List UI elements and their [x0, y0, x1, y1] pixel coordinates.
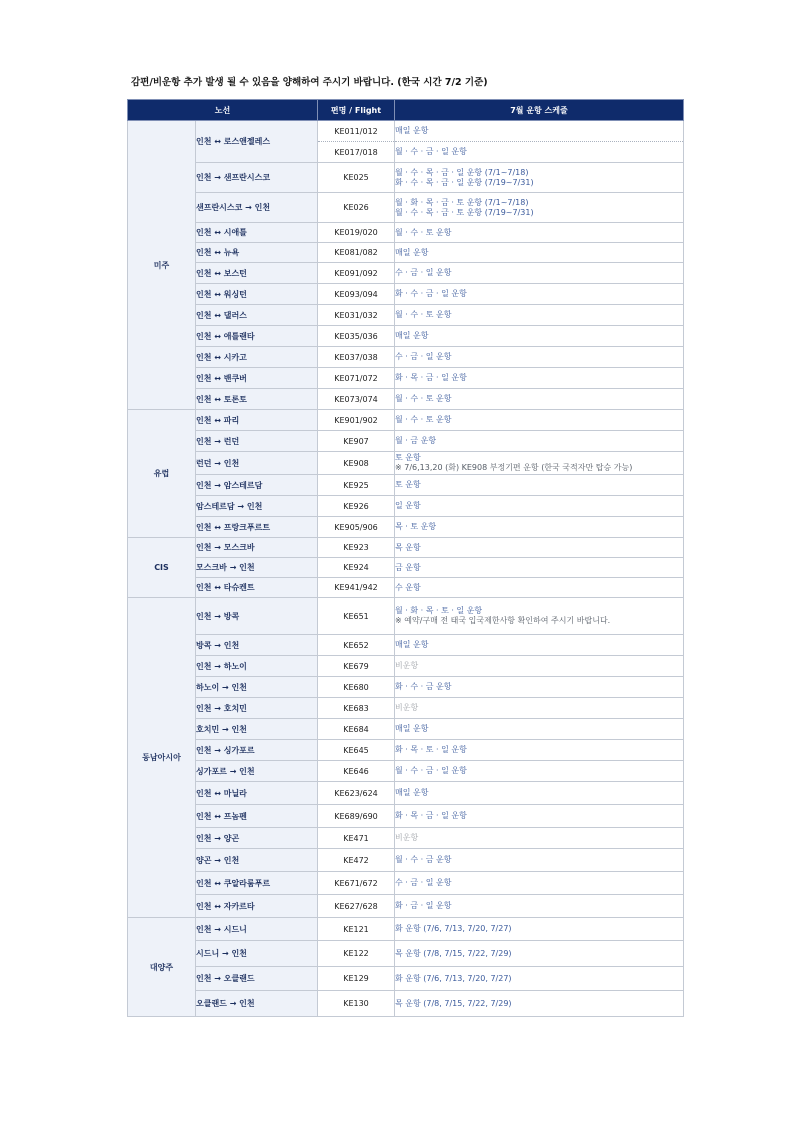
route-cell: 인천 ↔ 뉴욕 — [196, 243, 318, 263]
schedule-text: 비운항 — [395, 833, 419, 842]
schedule-cell — [395, 782, 684, 805]
route-cell: 런던 → 인천 — [196, 452, 318, 475]
flight-number-cell: KE121 — [318, 918, 395, 941]
table-row — [128, 243, 684, 263]
schedule-text: 금 운항 — [395, 562, 421, 572]
route-cell: 암스테르담 → 인천 — [196, 496, 318, 517]
route-cell: 인천 → 호치민 — [196, 698, 318, 719]
flight-number-cell: KE025 — [318, 163, 395, 193]
schedule-cell — [395, 347, 684, 368]
flight-number-cell: KE035/036 — [318, 326, 395, 347]
flight-number-cell: KE905/906 — [318, 517, 395, 538]
flight-number-cell: KE623/624 — [318, 782, 395, 805]
region-cell: 미주 — [128, 121, 196, 410]
route-cell: 인천 ↔ 마닐라 — [196, 782, 318, 805]
route-cell: 인천 ↔ 워싱턴 — [196, 284, 318, 305]
schedule-text: 수 · 금 · 일 운항 — [395, 878, 452, 887]
route-cell: 인천 → 방콕 — [196, 598, 318, 635]
table-row — [128, 967, 684, 991]
route-cell: 인천 ↔ 토론토 — [196, 389, 318, 410]
schedule-text: 목 운항 — [395, 542, 421, 552]
flight-number-cell: KE129 — [318, 967, 395, 991]
route-cell: 인천 ↔ 댈러스 — [196, 305, 318, 326]
flight-number-cell: KE627/628 — [318, 895, 395, 918]
schedule-text: 수 운항 — [395, 582, 421, 592]
schedule-text: 월 · 수 · 금 · 일 운항 — [395, 147, 467, 156]
region-cell: 대양주 — [128, 918, 196, 1017]
schedule-text: 목 · 토 운항 — [395, 522, 437, 531]
route-cell: 인천 → 양곤 — [196, 828, 318, 849]
flight-number-cell: KE130 — [318, 991, 395, 1017]
route-cell: 인천 ↔ 보스턴 — [196, 263, 318, 284]
flight-number-cell: KE017/018 — [318, 142, 395, 163]
schedule-cell — [395, 475, 684, 496]
flight-number-cell: KE645 — [318, 740, 395, 761]
route-cell: 인천 ↔ 자카르타 — [196, 895, 318, 918]
table-row — [128, 828, 684, 849]
schedule-cell — [395, 941, 684, 967]
flight-number-cell: KE026 — [318, 193, 395, 223]
route-cell: 인천 → 런던 — [196, 431, 318, 452]
schedule-cell — [395, 895, 684, 918]
schedule-text: 월 · 수 · 금 · 일 운항 — [395, 766, 467, 775]
table-row — [128, 698, 684, 719]
flight-number-cell: KE651 — [318, 598, 395, 635]
schedule-text: 월 · 금 운항 — [395, 436, 437, 445]
flight-number-cell: KE684 — [318, 719, 395, 740]
table-row — [128, 347, 684, 368]
schedule-text: 토 운항 — [395, 453, 421, 462]
flight-number-cell: KE472 — [318, 849, 395, 872]
header-route: 노선 — [128, 100, 318, 121]
schedule-text: 화 · 수 · 목 · 금 · 일 운항 (7/19~7/31) — [395, 177, 534, 187]
header-flight: 편명 / Flight — [318, 100, 395, 121]
route-cell: 인천 → 싱가포르 — [196, 740, 318, 761]
table-row — [128, 761, 684, 782]
schedule-text: 월 · 수 · 토 운항 — [395, 415, 452, 424]
flight-number-cell: KE122 — [318, 941, 395, 967]
schedule-text: 매일 운항 — [395, 331, 429, 340]
schedule-text: 매일 운항 — [395, 788, 429, 797]
route-cell: 인천 ↔ 시카고 — [196, 347, 318, 368]
schedule-text: 월 · 수 · 토 운항 — [395, 310, 452, 319]
schedule-cell — [395, 849, 684, 872]
schedule-text: 매일 운항 — [395, 640, 429, 649]
table-row — [128, 677, 684, 698]
table-row — [128, 805, 684, 828]
schedule-cell — [395, 243, 684, 263]
table-row — [128, 991, 684, 1017]
route-cell: 인천 → 오클랜드 — [196, 967, 318, 991]
route-cell: 하노이 → 인천 — [196, 677, 318, 698]
schedule-cell — [395, 578, 684, 598]
schedule-text: 화 · 목 · 금 · 일 운항 — [395, 373, 467, 382]
schedule-text: 화 · 수 · 금 · 일 운항 — [395, 289, 467, 298]
schedule-cell — [395, 598, 684, 635]
table-row — [128, 475, 684, 496]
region-cell: 동남아시아 — [128, 598, 196, 918]
schedule-cell — [395, 967, 684, 991]
flight-number-cell: KE671/672 — [318, 872, 395, 895]
schedule-cell — [395, 121, 684, 142]
table-row — [128, 121, 684, 142]
route-cell: 인천 → 암스테르담 — [196, 475, 318, 496]
table-row — [128, 496, 684, 517]
schedule-text: 월 · 화 · 목 · 금 · 토 운항 (7/1~7/18) — [395, 197, 529, 207]
schedule-cell — [395, 538, 684, 558]
route-cell: 인천 ↔ 프놈펜 — [196, 805, 318, 828]
table-body — [128, 121, 684, 1017]
schedule-cell — [395, 431, 684, 452]
flight-number-cell: KE093/094 — [318, 284, 395, 305]
schedule-text: 매일 운항 — [395, 126, 429, 135]
schedule-text: 일 운항 — [395, 501, 421, 510]
schedule-cell — [395, 284, 684, 305]
schedule-note: ※ 예약/구매 전 태국 입국제한사항 확인하여 주시기 바랍니다. — [395, 616, 611, 625]
schedule-text: 월 · 수 · 목 · 금 · 토 운항 (7/19~7/31) — [395, 207, 534, 217]
schedule-cell — [395, 991, 684, 1017]
table-row — [128, 389, 684, 410]
table-row — [128, 431, 684, 452]
flight-number-cell: KE011/012 — [318, 121, 395, 142]
flight-number-cell: KE689/690 — [318, 805, 395, 828]
route-cell: 인천 ↔ 쿠알라룸푸르 — [196, 872, 318, 895]
schedule-text: 월 · 수 · 토 운항 — [395, 227, 452, 237]
flight-number-cell: KE901/902 — [318, 410, 395, 431]
schedule-cell — [395, 389, 684, 410]
route-cell: 양곤 → 인천 — [196, 849, 318, 872]
table-row — [128, 941, 684, 967]
schedule-text: 비운항 — [395, 661, 419, 670]
table-row — [128, 326, 684, 347]
route-cell: 인천 ↔ 밴쿠버 — [196, 368, 318, 389]
route-cell: 인천 → 샌프란시스코 — [196, 163, 318, 193]
flight-number-cell: KE037/038 — [318, 347, 395, 368]
schedule-cell — [395, 223, 684, 243]
schedule-text: 화 운항 (7/6, 7/13, 7/20, 7/27) — [395, 973, 512, 983]
route-cell: 싱가포르 → 인천 — [196, 761, 318, 782]
flight-number-cell: KE683 — [318, 698, 395, 719]
schedule-text: 매일 운항 — [395, 724, 429, 733]
region-cell: CIS — [128, 538, 196, 598]
schedule-cell — [395, 410, 684, 431]
schedule-cell — [395, 163, 684, 193]
schedule-cell — [395, 719, 684, 740]
schedule-cell — [395, 305, 684, 326]
flight-schedule-table — [127, 99, 684, 1017]
table-row — [128, 872, 684, 895]
schedule-text: 월 · 수 · 토 운항 — [395, 394, 452, 403]
schedule-text: 목 운항 (7/8, 7/15, 7/22, 7/29) — [395, 948, 512, 958]
table-row — [128, 517, 684, 538]
flight-number-cell: KE091/092 — [318, 263, 395, 284]
schedule-cell — [395, 656, 684, 677]
schedule-cell — [395, 368, 684, 389]
flight-number-cell: KE652 — [318, 635, 395, 656]
table-row — [128, 558, 684, 578]
table-row — [128, 284, 684, 305]
flight-number-cell: KE941/942 — [318, 578, 395, 598]
schedule-text: 비운항 — [395, 703, 419, 712]
route-cell: 호치민 → 인천 — [196, 719, 318, 740]
table-row — [128, 578, 684, 598]
flight-number-cell: KE471 — [318, 828, 395, 849]
route-cell: 인천 ↔ 프랑크푸르트 — [196, 517, 318, 538]
table-row — [128, 538, 684, 558]
schedule-text: 월 · 화 · 목 · 토 · 일 운항 — [395, 606, 483, 615]
route-cell: 오클랜드 → 인천 — [196, 991, 318, 1017]
schedule-text: 매일 운항 — [395, 247, 429, 257]
schedule-cell — [395, 761, 684, 782]
route-cell: 샌프란시스코 → 인천 — [196, 193, 318, 223]
route-cell: 인천 ↔ 애틀랜타 — [196, 326, 318, 347]
schedule-text: 토 운항 — [395, 480, 421, 489]
schedule-cell — [395, 805, 684, 828]
flight-number-cell: KE908 — [318, 452, 395, 475]
flight-number-cell: KE646 — [318, 761, 395, 782]
route-cell: 인천 → 모스크바 — [196, 538, 318, 558]
schedule-cell — [395, 558, 684, 578]
table-row — [128, 163, 684, 193]
schedule-cell — [395, 496, 684, 517]
schedule-text: 수 · 금 · 일 운항 — [395, 268, 452, 277]
flight-number-cell: KE923 — [318, 538, 395, 558]
schedule-cell — [395, 193, 684, 223]
schedule-cell — [395, 263, 684, 284]
table-header-row — [128, 100, 684, 121]
table-row — [128, 656, 684, 677]
route-cell: 모스크바 → 인천 — [196, 558, 318, 578]
schedule-cell — [395, 872, 684, 895]
flight-number-cell: KE081/082 — [318, 243, 395, 263]
schedule-text: 화 운항 (7/6, 7/13, 7/20, 7/27) — [395, 924, 512, 933]
flight-number-cell: KE907 — [318, 431, 395, 452]
flight-number-cell: KE925 — [318, 475, 395, 496]
table-row — [128, 598, 684, 635]
schedule-cell — [395, 828, 684, 849]
table-row — [128, 895, 684, 918]
table-row — [128, 635, 684, 656]
flight-number-cell: KE924 — [318, 558, 395, 578]
schedule-text: 목 운항 (7/8, 7/15, 7/22, 7/29) — [395, 998, 512, 1008]
schedule-note: ※ 7/6,13,20 (화) KE908 부정기편 운항 (한국 국적자만 탑승 가능) — [395, 463, 633, 472]
table-row — [128, 452, 684, 475]
flight-number-cell: KE680 — [318, 677, 395, 698]
table-row — [128, 223, 684, 243]
table-row — [128, 410, 684, 431]
header-schedule: 7월 운항 스케줄 — [395, 100, 684, 121]
schedule-cell — [395, 517, 684, 538]
schedule-text: 화 · 수 · 금 운항 — [395, 682, 452, 691]
table-row — [128, 918, 684, 941]
table-row — [128, 193, 684, 223]
schedule-cell — [395, 740, 684, 761]
schedule-cell — [395, 635, 684, 656]
flight-number-cell: KE071/072 — [318, 368, 395, 389]
schedule-text: 월 · 수 · 목 · 금 · 일 운항 (7/1~7/18) — [395, 167, 529, 177]
schedule-text: 수 · 금 · 일 운항 — [395, 352, 452, 361]
flight-number-cell: KE073/074 — [318, 389, 395, 410]
route-cell: 인천 → 시드니 — [196, 918, 318, 941]
flight-number-cell: KE926 — [318, 496, 395, 517]
flight-number-cell: KE031/032 — [318, 305, 395, 326]
flight-number-cell: KE679 — [318, 656, 395, 677]
schedule-text: 화 · 금 · 일 운항 — [395, 901, 452, 910]
schedule-cell — [395, 918, 684, 941]
schedule-cell — [395, 452, 684, 475]
table-row — [128, 719, 684, 740]
region-cell: 유럽 — [128, 410, 196, 538]
table-row — [128, 782, 684, 805]
schedule-text: 화 · 목 · 금 · 일 운항 — [395, 811, 467, 820]
route-cell: 시드니 → 인천 — [196, 941, 318, 967]
table-row — [128, 263, 684, 284]
route-cell: 인천 ↔ 로스앤젤레스 — [196, 121, 318, 163]
schedule-text: 화 · 목 · 토 · 일 운항 — [395, 745, 467, 754]
table-row — [128, 740, 684, 761]
schedule-cell — [395, 142, 684, 163]
route-cell: 인천 ↔ 파리 — [196, 410, 318, 431]
route-cell: 방콕 → 인천 — [196, 635, 318, 656]
schedule-text: 월 · 수 · 금 운항 — [395, 855, 452, 864]
schedule-cell — [395, 698, 684, 719]
route-cell: 인천 ↔ 시애틀 — [196, 223, 318, 243]
table-row — [128, 849, 684, 872]
schedule-cell — [395, 677, 684, 698]
table-row — [128, 368, 684, 389]
flight-number-cell: KE019/020 — [318, 223, 395, 243]
route-cell: 인천 ↔ 타슈켄트 — [196, 578, 318, 598]
table-row — [128, 305, 684, 326]
notice-text: 감편/비운항 추가 발생 될 수 있음을 양해하여 주시기 바랍니다. (한국 시간 7/2 기준) — [131, 77, 488, 88]
schedule-cell — [395, 326, 684, 347]
route-cell: 인천 → 하노이 — [196, 656, 318, 677]
